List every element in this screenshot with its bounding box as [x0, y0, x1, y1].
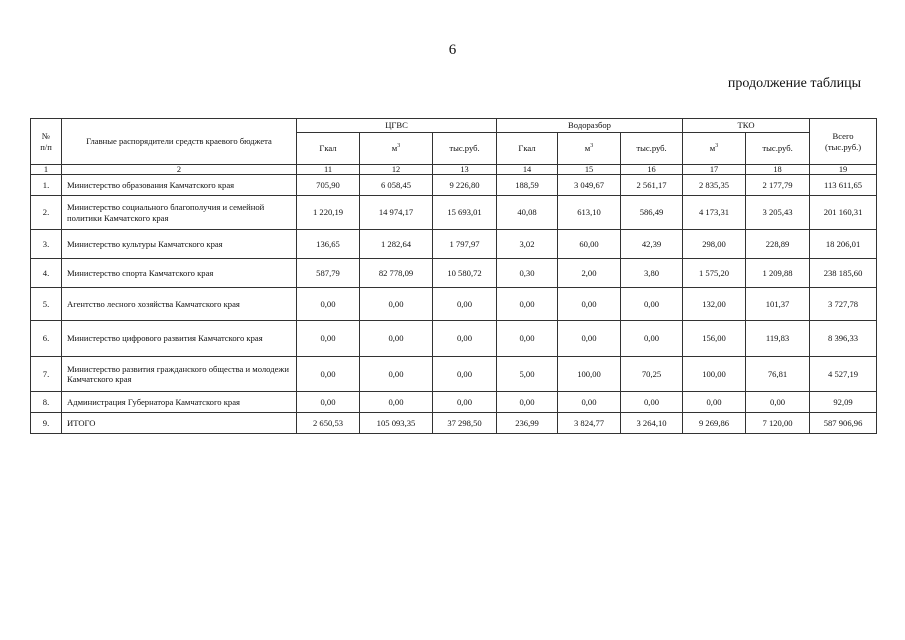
table-row: [31, 259, 877, 288]
row-value: 0,00: [297, 321, 360, 357]
row-number: 5.: [31, 288, 62, 321]
column-number: 1: [31, 165, 62, 175]
row-number: 9.: [31, 413, 62, 434]
row-value: 613,10: [558, 196, 621, 230]
row-value: 1 209,88: [746, 259, 810, 288]
row-value: 3,02: [497, 230, 558, 259]
table-row: [31, 288, 877, 321]
row-value: 60,00: [558, 230, 621, 259]
row-value: 2 650,53: [297, 413, 360, 434]
row-value: 0,00: [360, 392, 433, 413]
row-value: 0,00: [297, 288, 360, 321]
row-value: 0,00: [497, 321, 558, 357]
table-row: [31, 321, 877, 357]
table-row: [31, 392, 877, 413]
header-row-groups: [31, 119, 877, 133]
continuation-label: продолжение таблицы: [727, 76, 861, 91]
row-value: 0,00: [433, 392, 497, 413]
row-value: 5,00: [497, 357, 558, 392]
row-value: 0,00: [360, 357, 433, 392]
table-body: [31, 175, 877, 434]
row-value: 8 396,33: [810, 321, 877, 357]
row-value: 3 727,78: [810, 288, 877, 321]
table-row: [31, 196, 877, 230]
row-value: 0,00: [746, 392, 810, 413]
row-value: 6 058,45: [360, 175, 433, 196]
row-value: 2 561,17: [621, 175, 683, 196]
row-value: 136,65: [297, 230, 360, 259]
row-value: 76,81: [746, 357, 810, 392]
row-value: 0,00: [297, 392, 360, 413]
row-value: 113 611,65: [810, 175, 877, 196]
row-value: 40,08: [497, 196, 558, 230]
row-distributor-name: Министерство культуры Камчатского края: [62, 230, 297, 259]
table-row: [31, 413, 877, 434]
column-number: 15: [558, 165, 621, 175]
row-value: 3 205,43: [746, 196, 810, 230]
row-value: 0,00: [621, 392, 683, 413]
column-number: 14: [497, 165, 558, 175]
row-value: 3,80: [621, 259, 683, 288]
unit-m3: $м^3$: [558, 133, 621, 165]
row-value: 14 974,17: [360, 196, 433, 230]
row-distributor-name: Министерство спорта Камчатского края: [62, 259, 297, 288]
row-value: 0,00: [497, 392, 558, 413]
unit-rub: тыс.руб.: [433, 133, 497, 165]
row-value: 587 906,96: [810, 413, 877, 434]
row-distributor-name: Министерство развития гражданского общества и молодежи Камчатского края: [62, 357, 297, 392]
header-no: № п/п: [31, 119, 62, 165]
row-value: 0,00: [621, 321, 683, 357]
row-value: 0,00: [497, 288, 558, 321]
row-value: 0,00: [360, 321, 433, 357]
row-distributor-name: ИТОГО: [62, 413, 297, 434]
row-value: 705,90: [297, 175, 360, 196]
row-number: 1.: [31, 175, 62, 196]
header-group-water: Водоразбор: [497, 119, 683, 133]
unit-m3: $м^3$: [683, 133, 746, 165]
column-number: 18: [746, 165, 810, 175]
row-number: 6.: [31, 321, 62, 357]
row-value: 188,59: [497, 175, 558, 196]
row-value: 9 269,86: [683, 413, 746, 434]
row-value: 100,00: [558, 357, 621, 392]
row-value: 1 282,64: [360, 230, 433, 259]
table-row: [31, 230, 877, 259]
unit-m3: $м^3$: [360, 133, 433, 165]
row-value: 0,00: [558, 288, 621, 321]
header-distributor: Главные распорядители средств краевого бюджета: [62, 119, 297, 165]
row-number: 3.: [31, 230, 62, 259]
row-distributor-name: Министерство образования Камчатского края: [62, 175, 297, 196]
row-value: 42,39: [621, 230, 683, 259]
header-group-tko: ТКО: [683, 119, 810, 133]
header-total: Всего (тыс.руб.): [810, 119, 877, 165]
row-value: 586,49: [621, 196, 683, 230]
budget-table: [30, 118, 877, 434]
row-value: 0,00: [683, 392, 746, 413]
row-value: 0,00: [558, 392, 621, 413]
row-value: 2 835,35: [683, 175, 746, 196]
row-value: 92,09: [810, 392, 877, 413]
row-value: 0,00: [433, 288, 497, 321]
row-value: 7 120,00: [746, 413, 810, 434]
row-value: 3 824,77: [558, 413, 621, 434]
row-value: 4 527,19: [810, 357, 877, 392]
row-value: 70,25: [621, 357, 683, 392]
row-value: 298,00: [683, 230, 746, 259]
row-value: 0,00: [558, 321, 621, 357]
row-number: 4.: [31, 259, 62, 288]
row-value: 10 580,72: [433, 259, 497, 288]
row-distributor-name: Агентство лесного хозяйства Камчатского края: [62, 288, 297, 321]
header-row-column-numbers: [31, 165, 877, 175]
row-distributor-name: Министерство цифрового развития Камчатского края: [62, 321, 297, 357]
row-value: 132,00: [683, 288, 746, 321]
column-number: 16: [621, 165, 683, 175]
row-value: 101,37: [746, 288, 810, 321]
unit-rub: тыс.руб.: [746, 133, 810, 165]
column-number: 19: [810, 165, 877, 175]
unit-gcal: Гкал: [497, 133, 558, 165]
row-value: 0,00: [297, 357, 360, 392]
row-distributor-name: Министерство социального благополучия и семейной политики Камчатского края: [62, 196, 297, 230]
column-number: 13: [433, 165, 497, 175]
row-value: 37 298,50: [433, 413, 497, 434]
row-value: 0,00: [433, 321, 497, 357]
row-number: 2.: [31, 196, 62, 230]
row-value: 0,30: [497, 259, 558, 288]
unit-rub: тыс.руб.: [621, 133, 683, 165]
row-value: 228,89: [746, 230, 810, 259]
row-value: 587,79: [297, 259, 360, 288]
row-value: 15 693,01: [433, 196, 497, 230]
row-number: 8.: [31, 392, 62, 413]
row-value: 3 264,10: [621, 413, 683, 434]
row-distributor-name: Администрация Губернатора Камчатского края: [62, 392, 297, 413]
row-value: 1 797,97: [433, 230, 497, 259]
row-value: 236,99: [497, 413, 558, 434]
row-value: 0,00: [360, 288, 433, 321]
row-value: 201 160,31: [810, 196, 877, 230]
row-value: 156,00: [683, 321, 746, 357]
column-number: 11: [297, 165, 360, 175]
row-value: 119,83: [746, 321, 810, 357]
column-number: 2: [62, 165, 297, 175]
row-value: 105 093,35: [360, 413, 433, 434]
row-value: 1 220,19: [297, 196, 360, 230]
row-value: 1 575,20: [683, 259, 746, 288]
row-value: 100,00: [683, 357, 746, 392]
row-value: 2,00: [558, 259, 621, 288]
row-value: 82 778,09: [360, 259, 433, 288]
row-value: 238 185,60: [810, 259, 877, 288]
unit-gcal: Гкал: [297, 133, 360, 165]
row-number: 7.: [31, 357, 62, 392]
row-value: 18 206,01: [810, 230, 877, 259]
row-value: 3 049,67: [558, 175, 621, 196]
table-row: [31, 357, 877, 392]
row-value: 9 226,80: [433, 175, 497, 196]
column-number: 12: [360, 165, 433, 175]
page-number: 6: [448, 42, 457, 58]
column-number: 17: [683, 165, 746, 175]
row-value: 0,00: [621, 288, 683, 321]
row-value: 2 177,79: [746, 175, 810, 196]
row-value: 0,00: [433, 357, 497, 392]
row-value: 4 173,31: [683, 196, 746, 230]
table-row: [31, 175, 877, 196]
header-group-cgvs: ЦГВС: [297, 119, 497, 133]
